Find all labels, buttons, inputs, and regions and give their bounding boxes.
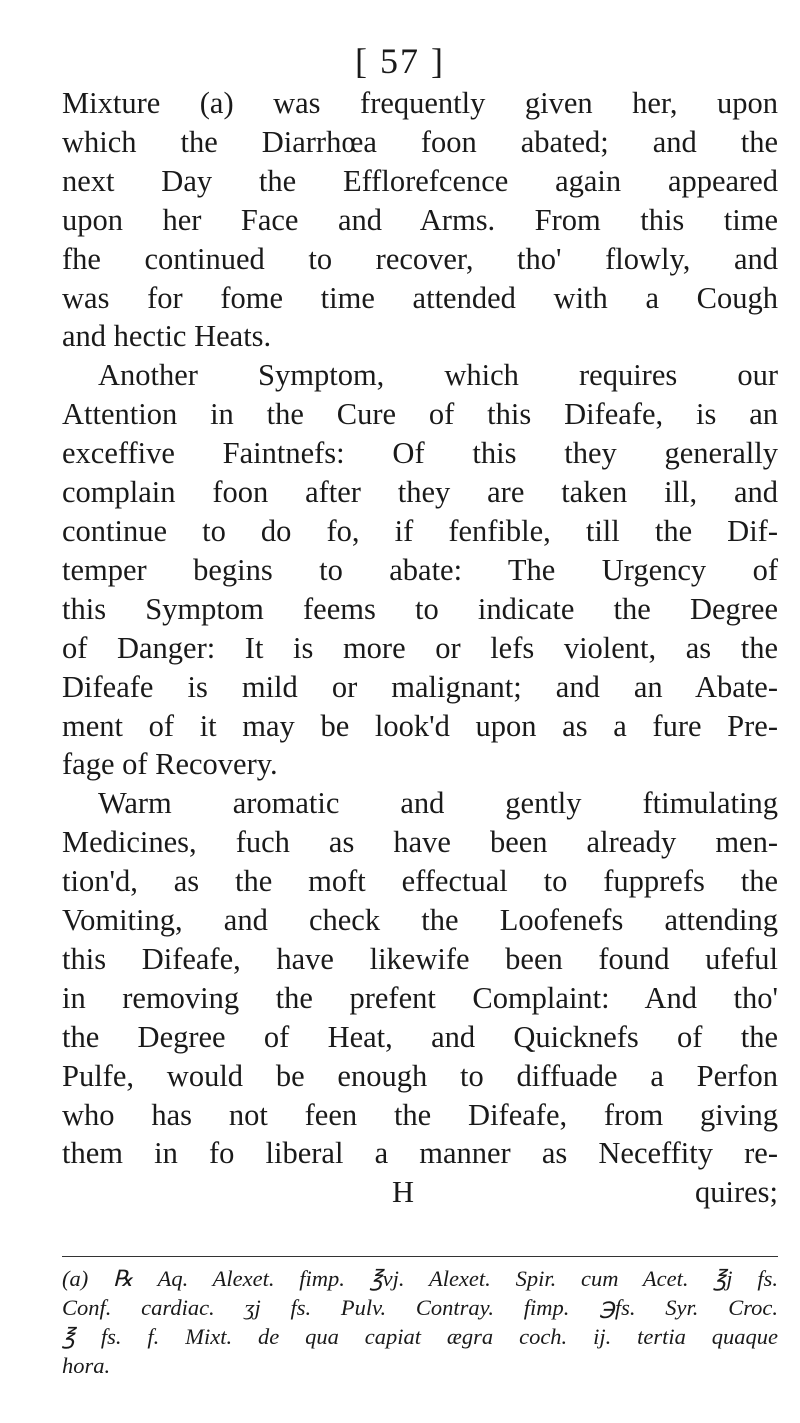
footnote-divider bbox=[62, 1256, 778, 1257]
signature-mark: H bbox=[392, 1175, 415, 1210]
text-line: this Difeafe, have likewife been found ufeful bbox=[62, 941, 778, 976]
text-line: Vomiting, and check the Loofenefs attending bbox=[62, 903, 778, 938]
text-line: them in fo liberal a manner as Neceffity re- bbox=[62, 1136, 778, 1171]
text-line: was for fome time attended with a Cough bbox=[62, 280, 778, 315]
footnote-line: hora. bbox=[62, 1353, 111, 1378]
text-line: this Symptom feems to indicate the Degree bbox=[62, 591, 778, 626]
text-line: fhe continued to recover, tho' flowly, and bbox=[62, 241, 778, 276]
text-line: tion'd, as the moft effectual to fupprefs the bbox=[62, 864, 778, 899]
text-line: Medicines, fuch as have been already men- bbox=[62, 825, 778, 860]
catchword: quires; bbox=[694, 1175, 778, 1210]
catchline bbox=[62, 1173, 778, 1212]
text-line: upon her Face and Arms. From this time bbox=[62, 202, 778, 237]
text-line: Difeafe is mild or malignant; and an Abate- bbox=[62, 669, 778, 704]
text-line: next Day the Efflorefcence again appeared bbox=[62, 163, 778, 198]
footnote bbox=[62, 1264, 778, 1380]
text-line: continue to do fo, if fenfible, till the Dif- bbox=[62, 513, 778, 548]
text-line: of Danger: It is more or lefs violent, as the bbox=[62, 630, 778, 665]
text-line: and hectic Heats. bbox=[62, 319, 272, 354]
text-line: Pulfe, would be enough to diffuade a Perfon bbox=[62, 1058, 778, 1093]
text-line: in removing the prefent Complaint: And tho' bbox=[62, 980, 778, 1015]
text-line: complain foon after they are taken ill, and bbox=[62, 475, 778, 510]
text-line: fage of Recovery. bbox=[62, 747, 278, 782]
text-line: Attention in the Cure of this Difeafe, is an bbox=[62, 397, 778, 432]
body-text bbox=[62, 84, 778, 1212]
footnote-line: ℥ fs. f. Mixt. de qua capiat ægra coch. ij. tertia quaque bbox=[62, 1324, 778, 1349]
text-line: ment of it may be look'd upon as a fure Pre- bbox=[62, 708, 778, 743]
footnote-line: Conf. cardiac. ʒj fs. Pulv. Contray. fimp. ℈fs. Syr. Croc. bbox=[62, 1295, 778, 1320]
text-line: temper begins to abate: The Urgency of bbox=[62, 552, 778, 587]
text-line: Another Symptom, which requires our bbox=[98, 358, 778, 393]
text-line: the Degree of Heat, and Quicknefs of the bbox=[62, 1019, 778, 1054]
text-line: which the Diarrhœa foon abated; and the bbox=[62, 124, 778, 159]
text-line: Mixture (a) was frequently given her, upon bbox=[62, 86, 778, 120]
text-line: who has not feen the Difeafe, from giving bbox=[62, 1097, 778, 1132]
text-line: Warm aromatic and gently ftimulating bbox=[98, 786, 778, 821]
footnote-line: (a) ℞ Aq. Alexet. fimp. ℥vj. Alexet. Spir. cum Acet. ℥j fs. bbox=[62, 1266, 778, 1291]
page-number: [ 57 ] bbox=[355, 41, 445, 81]
text-line: exceffive Faintnefs: Of this they generally bbox=[62, 436, 778, 471]
